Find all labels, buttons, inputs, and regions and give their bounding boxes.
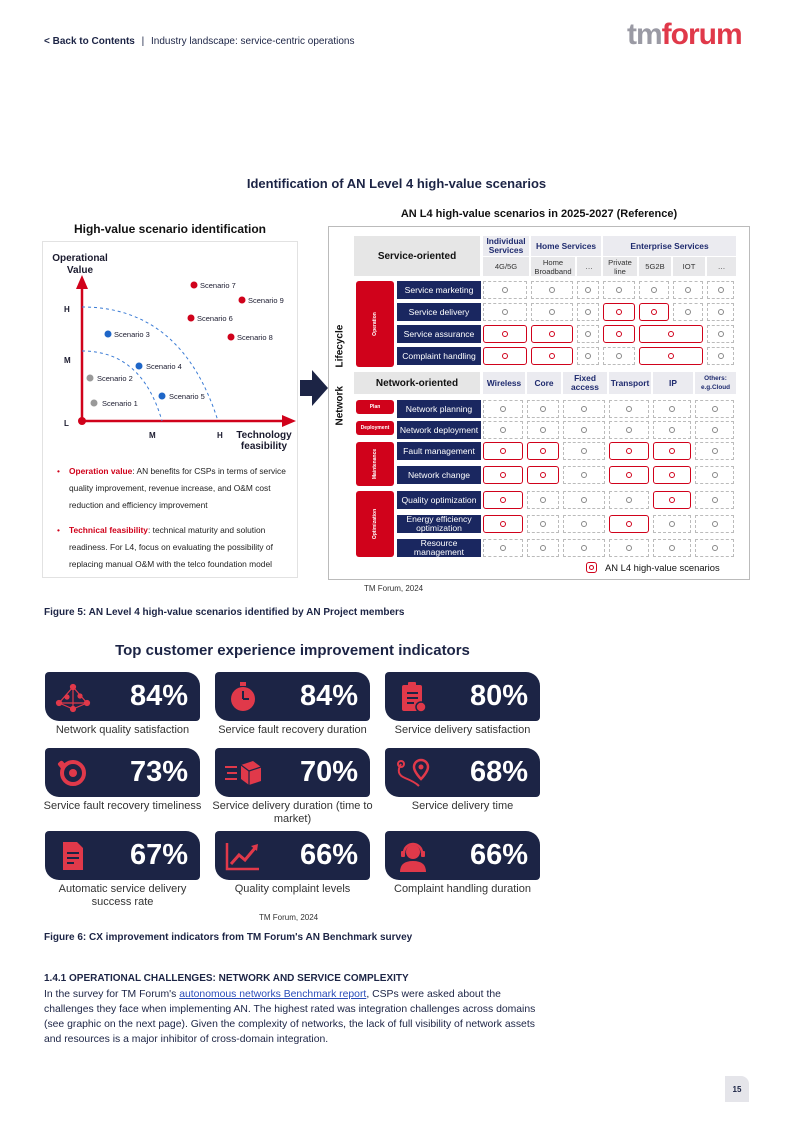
scenario-cell xyxy=(527,539,559,557)
cx-percentage: 73% xyxy=(129,756,188,788)
cx-percentage: 66% xyxy=(299,839,358,871)
scenario-cell xyxy=(483,539,523,557)
cx-title: Top customer experience improvement indicators xyxy=(115,642,470,659)
scenario-cell xyxy=(707,281,734,299)
section-paragraph: In the survey for TM Forum's autonomous networks Benchmark report, CSPs were asked about the challenges they face when implementing AN. The highest rated was integration challenges across domains (see graphic on the next page). Given the complexity of networks, the lack of full visibility of network assets and resources is a major inhibitor of cross-domain integration. xyxy=(44,989,536,1045)
x-tick-h: H xyxy=(217,431,223,440)
figure6-source: TM Forum, 2024 xyxy=(259,913,319,922)
cx-percentage: 67% xyxy=(129,839,188,871)
cx-indicator-tile xyxy=(385,831,540,880)
scenario-cell xyxy=(695,400,734,418)
scenario-cell xyxy=(563,539,605,557)
scenario-cell xyxy=(563,466,605,484)
scenario-cell xyxy=(527,515,559,533)
lifecycle-label: Lifecycle xyxy=(334,324,346,368)
net-header: Transport xyxy=(609,372,651,394)
cx-indicator-tile xyxy=(385,748,540,797)
net-header: Others: e.g.Cloud xyxy=(695,372,736,394)
scenario-cell xyxy=(609,421,649,439)
legend-label: AN L4 high-value scenarios xyxy=(605,562,720,573)
bullet-operation-value: • Operation value: AN benefits for CSPs in terms of service quality improvement, revenue increase, and O&M cost reduction and efficiency improvement xyxy=(57,463,293,514)
scenario-3-label: Scenario 3 xyxy=(114,330,150,339)
scenario-cell xyxy=(707,347,734,365)
svc-subheader: 4G/5G xyxy=(483,257,529,276)
network-row-label: Fault management xyxy=(397,442,481,460)
scenario-4-label: Scenario 4 xyxy=(146,362,182,371)
scenario-cell xyxy=(695,515,734,533)
service-oriented-header: Service-oriented xyxy=(354,236,480,276)
watch-icon xyxy=(45,748,101,797)
figure5-source: TM Forum, 2024 xyxy=(364,584,424,593)
cx-indicator-label: Service delivery time xyxy=(411,800,514,812)
network-row-label: Network deployment xyxy=(397,421,481,439)
fast-delivery-icon xyxy=(215,748,271,797)
service-row-label: Service assurance xyxy=(397,325,481,343)
high-value-cell xyxy=(653,491,691,509)
svc-header-enterprise: Enterprise Services xyxy=(603,236,736,256)
phase-plan: Plan xyxy=(356,400,394,414)
high-value-cell xyxy=(653,466,691,484)
service-row-label: Service marketing xyxy=(397,281,481,299)
cx-indicator-tile xyxy=(215,748,370,797)
scenario-cell xyxy=(695,442,734,460)
network-row-label: Resource management xyxy=(397,539,481,557)
cx-indicator-label: Service delivery duration (time to market) xyxy=(212,800,373,825)
scenario-cell xyxy=(563,442,605,460)
cx-indicator-label: Quality complaint levels xyxy=(234,883,351,895)
high-value-cell xyxy=(483,466,523,484)
high-value-cell xyxy=(609,466,649,484)
scenario-cell xyxy=(639,281,669,299)
scenario-9-label: Scenario 9 xyxy=(248,296,284,305)
page-number: 15 xyxy=(725,1076,749,1102)
headset-agent-icon xyxy=(385,831,441,880)
figure6-caption: Figure 6: CX improvement indicators from TM Forum's AN Benchmark survey xyxy=(44,932,413,943)
cx-indicator-label: Service fault recovery timeliness xyxy=(43,800,202,812)
cx-percentage: 66% xyxy=(469,839,528,871)
scenario-8-label: Scenario 8 xyxy=(237,333,273,342)
scenario-cell xyxy=(483,421,523,439)
high-value-cell xyxy=(527,442,559,460)
high-value-cell xyxy=(483,347,527,365)
phase-operation: Operation xyxy=(356,281,394,367)
scenario-cell xyxy=(609,491,649,509)
svc-subheader: Home Broadband xyxy=(531,257,575,276)
cx-indicator-tile xyxy=(45,831,200,880)
cx-indicator-tile xyxy=(215,672,370,721)
svc-subheader: … xyxy=(577,257,601,276)
scenario-cell xyxy=(563,400,605,418)
y-tick-m: M xyxy=(64,356,71,365)
scenario-cell xyxy=(483,400,523,418)
scenario-cell xyxy=(609,400,649,418)
scenario-cell xyxy=(577,303,599,321)
network-row-label: Network change xyxy=(397,466,481,484)
scenario-cell xyxy=(563,515,605,533)
nav-separator: | xyxy=(141,36,145,47)
high-value-cell xyxy=(483,515,523,533)
matrix-legend xyxy=(586,562,720,573)
right-arrow-icon xyxy=(300,370,328,406)
left-panel-title: High-value scenario identification xyxy=(73,222,267,236)
back-to-contents-link[interactable]: < Back to Contents xyxy=(44,36,135,47)
scenario-cell xyxy=(603,347,635,365)
svc-subheader: … xyxy=(707,257,736,276)
net-header: Fixed access xyxy=(563,372,607,394)
svc-header-home: Home Services xyxy=(531,236,601,256)
cx-percentage: 70% xyxy=(299,756,358,788)
svc-subheader: 5G2B xyxy=(639,257,671,276)
high-value-cell xyxy=(483,442,523,460)
cx-indicator-label: Service delivery satisfaction xyxy=(394,724,531,736)
scenario-cell xyxy=(603,281,635,299)
network-oriented-header: Network-oriented xyxy=(354,372,480,394)
net-header: Wireless xyxy=(483,372,525,394)
route-pin-icon xyxy=(385,748,441,797)
phase-deployment: Deployment xyxy=(356,421,394,435)
scenario-cell xyxy=(653,400,691,418)
net-header: IP xyxy=(653,372,693,394)
high-value-cell xyxy=(639,303,669,321)
scenario-cell xyxy=(531,281,573,299)
scenario-cell xyxy=(695,421,734,439)
scenario-cell xyxy=(577,325,599,343)
right-panel-title: AN L4 high-value scenarios in 2025-2027 (Reference) xyxy=(400,208,678,220)
network-row-label: Network planning xyxy=(397,400,481,418)
scenario-cell xyxy=(653,539,691,557)
y-tick-h: H xyxy=(64,305,70,314)
section-heading: 1.4.1 OPERATIONAL CHALLENGES: NETWORK AND SERVICE COMPLEXITY xyxy=(44,973,409,984)
scenario-cell xyxy=(609,539,649,557)
scenario-cell xyxy=(563,421,605,439)
cx-indicator-tile xyxy=(45,748,200,797)
scenario-cell xyxy=(673,281,703,299)
scenario-cell xyxy=(483,281,527,299)
scenario-cell xyxy=(707,303,734,321)
cx-percentage: 68% xyxy=(469,756,528,788)
cx-indicator-tile xyxy=(215,831,370,880)
scenario-cell xyxy=(563,491,605,509)
scenario-cell xyxy=(707,325,734,343)
cx-percentage: 84% xyxy=(299,680,358,712)
scenario-cell xyxy=(695,491,734,509)
scenario-cell xyxy=(527,491,559,509)
service-row-label: Complaint handling xyxy=(397,347,481,365)
section-breadcrumb: Industry landscape: service-centric operations xyxy=(151,36,355,47)
bullet-technical-feasibility: • Technical feasibility: technical maturity and solution readiness. For L4, focus on evaluating the possibility of replacing manual O&M with the telco foundation model xyxy=(57,522,293,573)
top-nav xyxy=(44,36,354,47)
figure5-bullets xyxy=(57,463,293,581)
clipboard-icon xyxy=(385,672,441,721)
scenario-cell xyxy=(527,400,559,418)
scenario-5-label: Scenario 5 xyxy=(169,392,205,401)
scenario-6-label: Scenario 6 xyxy=(197,314,233,323)
scenario-1-label: Scenario 1 xyxy=(102,399,138,408)
high-value-cell xyxy=(527,466,559,484)
scenario-cell xyxy=(673,303,703,321)
tmforum-logo: tmforum xyxy=(627,18,742,51)
high-value-cell xyxy=(531,347,573,365)
cx-percentage: 80% xyxy=(469,680,528,712)
high-value-cell xyxy=(483,325,527,343)
high-value-cell xyxy=(603,303,635,321)
scenario-cell xyxy=(527,421,559,439)
high-value-cell xyxy=(531,325,573,343)
cx-indicator-label: Service fault recovery duration xyxy=(218,724,367,736)
svc-subheader: IOT xyxy=(673,257,705,276)
phase-maintenance: Maintenance xyxy=(356,442,394,486)
cx-indicator-label: Automatic service delivery success rate xyxy=(58,883,187,908)
x-tick-m: M xyxy=(149,431,156,440)
document-icon xyxy=(45,831,101,880)
scenario-cell xyxy=(653,515,691,533)
scenario-2-label: Scenario 2 xyxy=(97,374,133,383)
network-row-label: Quality optimization xyxy=(397,491,481,509)
high-value-cell xyxy=(609,442,649,460)
svc-subheader: Private line xyxy=(603,257,637,276)
network-row-label: Energy efficiency optimization xyxy=(397,515,481,533)
high-value-cell xyxy=(639,347,703,365)
high-value-marker-icon xyxy=(586,562,597,573)
cx-percentage: 84% xyxy=(129,680,188,712)
y-axis-label: Operational Value xyxy=(52,253,108,276)
scenario-cell xyxy=(577,347,599,365)
network-label: Network xyxy=(334,386,346,426)
benchmark-report-link[interactable]: autonomous networks Benchmark report xyxy=(179,989,367,1000)
x-axis-label: Technology feasibility xyxy=(236,430,292,452)
service-row-label: Service delivery xyxy=(397,303,481,321)
figure5-caption: Figure 5: AN Level 4 high-value scenarios identified by AN Project members xyxy=(44,607,405,618)
scenario-7-label: Scenario 7 xyxy=(200,281,236,290)
cx-indicator-label: Complaint handling duration xyxy=(394,883,531,895)
cx-indicator-label: Network quality satisfaction xyxy=(55,724,190,736)
phase-optimization: Optimization xyxy=(356,491,394,557)
scenario-cell xyxy=(695,539,734,557)
net-header: Core xyxy=(527,372,561,394)
high-value-cell xyxy=(609,515,649,533)
high-value-cell xyxy=(483,491,523,509)
scenario-cell xyxy=(577,281,599,299)
y-tick-l: L xyxy=(64,419,69,428)
figure5-title: Identification of AN Level 4 high-value scenarios xyxy=(246,176,547,191)
scenario-cell xyxy=(483,303,527,321)
scenario-cell xyxy=(653,421,691,439)
svc-header-individual: Individual Services xyxy=(483,236,529,256)
trend-chart-icon xyxy=(215,831,271,880)
high-value-cell xyxy=(653,442,691,460)
cx-indicator-tile xyxy=(45,672,200,721)
network-icon xyxy=(45,672,101,721)
scenario-cell xyxy=(531,303,573,321)
stopwatch-icon xyxy=(215,672,271,721)
cx-indicator-tile xyxy=(385,672,540,721)
high-value-cell xyxy=(603,325,635,343)
scenario-cell xyxy=(695,466,734,484)
high-value-cell xyxy=(639,325,703,343)
